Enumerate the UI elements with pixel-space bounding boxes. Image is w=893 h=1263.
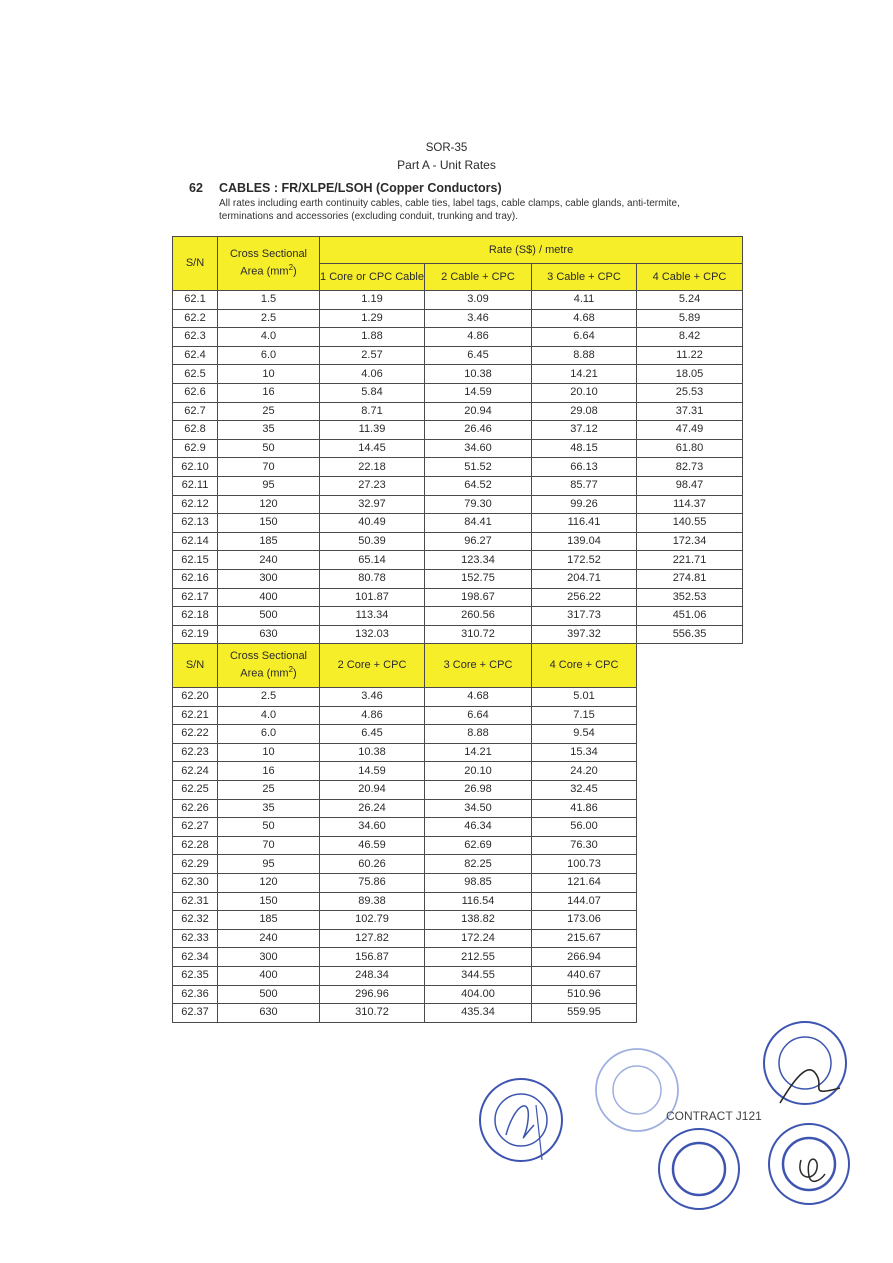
table-cell: 1.88 bbox=[320, 328, 425, 347]
table-cell: 26.24 bbox=[320, 799, 425, 818]
table-row bbox=[173, 929, 637, 948]
table-cell: 397.32 bbox=[532, 625, 637, 644]
table-cell: 120 bbox=[218, 495, 320, 514]
table-cell: 41.86 bbox=[532, 799, 637, 818]
table-cell: 14.45 bbox=[320, 439, 425, 458]
table-cell: 296.96 bbox=[320, 985, 425, 1004]
table-cell: 123.34 bbox=[425, 551, 532, 570]
table-row bbox=[173, 985, 637, 1004]
header-cross-sectional-area: Cross Sectional Area $(mm^2)$ bbox=[218, 644, 320, 688]
table-row bbox=[173, 532, 743, 551]
table-cell: 62.31 bbox=[173, 892, 218, 911]
table-cell: 50 bbox=[218, 818, 320, 837]
table-cell: 556.35 bbox=[637, 625, 743, 644]
table-cell: 62.25 bbox=[173, 780, 218, 799]
table-cell: 61.80 bbox=[637, 439, 743, 458]
table-cell: 11.39 bbox=[320, 421, 425, 440]
table-2-body bbox=[173, 688, 637, 1023]
table-cell: 64.52 bbox=[425, 476, 532, 495]
table-row bbox=[173, 780, 637, 799]
table-cell: 139.04 bbox=[532, 532, 637, 551]
table-row bbox=[173, 855, 637, 874]
table-cell: 62.26 bbox=[173, 799, 218, 818]
table-cell: 4.0 bbox=[218, 706, 320, 725]
table-row bbox=[173, 309, 743, 328]
table-cell: 22.18 bbox=[320, 458, 425, 477]
table-cell: 4.11 bbox=[532, 291, 637, 310]
table-cell: 630 bbox=[218, 625, 320, 644]
table-cell: 101.87 bbox=[320, 588, 425, 607]
table-cell: 440.67 bbox=[532, 966, 637, 985]
table-cell: 10.38 bbox=[320, 743, 425, 762]
table-cell: 266.94 bbox=[532, 948, 637, 967]
table-cell: 62.3 bbox=[173, 328, 218, 347]
table-cell: 62.8 bbox=[173, 421, 218, 440]
table-row bbox=[173, 346, 743, 365]
table-cell: 25.53 bbox=[637, 383, 743, 402]
table-cell: 113.34 bbox=[320, 607, 425, 626]
bnl-engineering-stamp-left bbox=[476, 1075, 566, 1165]
table-row bbox=[173, 607, 743, 626]
table-cell: 46.34 bbox=[425, 818, 532, 837]
lotte-engineering-stamp-right bbox=[765, 1120, 853, 1208]
table-row bbox=[173, 551, 743, 570]
part-title: Part A - Unit Rates bbox=[397, 158, 496, 172]
table-cell: 47.49 bbox=[637, 421, 743, 440]
table-row bbox=[173, 625, 743, 644]
table-cell: 98.47 bbox=[637, 476, 743, 495]
table-row bbox=[173, 495, 743, 514]
table-cell: 14.59 bbox=[320, 762, 425, 781]
table-cell: 3.09 bbox=[425, 291, 532, 310]
table-cell: 65.14 bbox=[320, 551, 425, 570]
table-cell: 2.5 bbox=[218, 688, 320, 707]
table-cell: 10 bbox=[218, 365, 320, 384]
table-cell: 150 bbox=[218, 892, 320, 911]
table-cell: 156.87 bbox=[320, 948, 425, 967]
table-row bbox=[173, 743, 637, 762]
table-cell: 26.98 bbox=[425, 780, 532, 799]
table-cell: 62.35 bbox=[173, 966, 218, 985]
table-cell: 172.24 bbox=[425, 929, 532, 948]
table-cell: 116.54 bbox=[425, 892, 532, 911]
table-cell: 62.18 bbox=[173, 607, 218, 626]
table-row bbox=[173, 328, 743, 347]
header-rate-per-metre: Rate (S$) / metre bbox=[320, 237, 743, 264]
table-row bbox=[173, 383, 743, 402]
table-cell: 100.73 bbox=[532, 855, 637, 874]
table-cell: 10 bbox=[218, 743, 320, 762]
table-cell: 40.49 bbox=[320, 514, 425, 533]
table-cell: 62.15 bbox=[173, 551, 218, 570]
table-cell: 152.75 bbox=[425, 569, 532, 588]
table-cell: 451.06 bbox=[637, 607, 743, 626]
table-cell: 14.21 bbox=[532, 365, 637, 384]
table-row bbox=[173, 706, 637, 725]
contract-number: CONTRACT J121 bbox=[666, 1109, 762, 1123]
table-cell: 32.45 bbox=[532, 780, 637, 799]
table-cell: 20.10 bbox=[532, 383, 637, 402]
table-cell: 9.54 bbox=[532, 725, 637, 744]
table-row bbox=[173, 588, 743, 607]
table-cell: 79.30 bbox=[425, 495, 532, 514]
table-cell: 26.46 bbox=[425, 421, 532, 440]
table-cell: 240 bbox=[218, 551, 320, 570]
table-row bbox=[173, 458, 743, 477]
table-cell: 4.68 bbox=[425, 688, 532, 707]
table-cell: 6.0 bbox=[218, 725, 320, 744]
table-cell: 10.38 bbox=[425, 365, 532, 384]
table-cell: 256.22 bbox=[532, 588, 637, 607]
table-cell: 127.82 bbox=[320, 929, 425, 948]
table-cell: 500 bbox=[218, 985, 320, 1004]
table-row bbox=[173, 291, 743, 310]
table-cell: 80.78 bbox=[320, 569, 425, 588]
table-row bbox=[173, 1004, 637, 1023]
cable-rates-table-2 bbox=[172, 643, 637, 1023]
table-cell: 114.37 bbox=[637, 495, 743, 514]
header-4-cable-cpc: 4 Cable + CPC bbox=[637, 264, 743, 291]
table-cell: 29.08 bbox=[532, 402, 637, 421]
table-cell: 50 bbox=[218, 439, 320, 458]
table-row bbox=[173, 948, 637, 967]
table-cell: 3.46 bbox=[320, 688, 425, 707]
table-cell: 50.39 bbox=[320, 532, 425, 551]
table-cell: 4.86 bbox=[320, 706, 425, 725]
table-cell: 62.2 bbox=[173, 309, 218, 328]
header-1-core-or-cpc: 1 Core or CPC Cable bbox=[320, 264, 425, 291]
table-cell: 32.97 bbox=[320, 495, 425, 514]
table-cell: 62.9 bbox=[173, 439, 218, 458]
table-cell: 62.34 bbox=[173, 948, 218, 967]
table-cell: 48.15 bbox=[532, 439, 637, 458]
table-cell: 1.29 bbox=[320, 309, 425, 328]
table-cell: 5.84 bbox=[320, 383, 425, 402]
table-cell: 6.45 bbox=[425, 346, 532, 365]
table-cell: 14.21 bbox=[425, 743, 532, 762]
table-cell: 62.6 bbox=[173, 383, 218, 402]
table-cell: 404.00 bbox=[425, 985, 532, 1004]
table-cell: 198.67 bbox=[425, 588, 532, 607]
table-cell: 18.05 bbox=[637, 365, 743, 384]
table-cell: 56.00 bbox=[532, 818, 637, 837]
table-cell: 75.86 bbox=[320, 873, 425, 892]
table-cell: 85.77 bbox=[532, 476, 637, 495]
table-cell: 35 bbox=[218, 799, 320, 818]
table-cell: 138.82 bbox=[425, 911, 532, 930]
table-cell: 185 bbox=[218, 911, 320, 930]
table-cell: 6.45 bbox=[320, 725, 425, 744]
table-cell: 62.28 bbox=[173, 836, 218, 855]
table-cell: 27.23 bbox=[320, 476, 425, 495]
table-cell: 89.38 bbox=[320, 892, 425, 911]
table-cell: 204.71 bbox=[532, 569, 637, 588]
table-cell: 8.88 bbox=[532, 346, 637, 365]
table-cell: 62.33 bbox=[173, 929, 218, 948]
table-cell: 34.60 bbox=[320, 818, 425, 837]
table-row bbox=[173, 402, 743, 421]
table-cell: 212.55 bbox=[425, 948, 532, 967]
table-cell: 6.64 bbox=[532, 328, 637, 347]
header-cross-sectional-area: Cross Sectional Area $(mm^2)$ bbox=[218, 237, 320, 291]
table-cell: 240 bbox=[218, 929, 320, 948]
table-cell: 300 bbox=[218, 569, 320, 588]
table-cell: 172.52 bbox=[532, 551, 637, 570]
table-cell: 173.06 bbox=[532, 911, 637, 930]
header-3-core-cpc: 3 Core + CPC bbox=[425, 644, 532, 688]
table-cell: 140.55 bbox=[637, 514, 743, 533]
table-cell: 248.34 bbox=[320, 966, 425, 985]
table-cell: 400 bbox=[218, 966, 320, 985]
table-cell: 62.27 bbox=[173, 818, 218, 837]
table-cell: 132.03 bbox=[320, 625, 425, 644]
table-cell: 99.26 bbox=[532, 495, 637, 514]
table-cell: 1.19 bbox=[320, 291, 425, 310]
table-cell: 62.22 bbox=[173, 725, 218, 744]
table-cell: 116.41 bbox=[532, 514, 637, 533]
table-cell: 510.96 bbox=[532, 985, 637, 1004]
header-4-core-cpc: 4 Core + CPC bbox=[532, 644, 637, 688]
table-row bbox=[173, 966, 637, 985]
table-cell: 62.11 bbox=[173, 476, 218, 495]
table-cell: 2.5 bbox=[218, 309, 320, 328]
table-cell: 95 bbox=[218, 476, 320, 495]
table-cell: 62.14 bbox=[173, 532, 218, 551]
table-row bbox=[173, 439, 743, 458]
table-cell: 185 bbox=[218, 532, 320, 551]
table-cell: 62.32 bbox=[173, 911, 218, 930]
table-row bbox=[173, 836, 637, 855]
table-cell: 66.13 bbox=[532, 458, 637, 477]
table-cell: 317.73 bbox=[532, 607, 637, 626]
table-row bbox=[173, 725, 637, 744]
table-cell: 46.59 bbox=[320, 836, 425, 855]
table-row bbox=[173, 911, 637, 930]
table-cell: 4.68 bbox=[532, 309, 637, 328]
table-cell: 215.67 bbox=[532, 929, 637, 948]
table-row bbox=[173, 762, 637, 781]
table-cell: 7.15 bbox=[532, 706, 637, 725]
table-cell: 2.57 bbox=[320, 346, 425, 365]
table-cell: 84.41 bbox=[425, 514, 532, 533]
table-cell: 121.64 bbox=[532, 873, 637, 892]
table-cell: 5.89 bbox=[637, 309, 743, 328]
section-title: CABLES : FR/XLPE/LSOH (Copper Conductors) bbox=[219, 181, 502, 195]
table-cell: 62.36 bbox=[173, 985, 218, 1004]
document-code: SOR-35 bbox=[425, 142, 468, 154]
table-cell: 62.23 bbox=[173, 743, 218, 762]
table-cell: 344.55 bbox=[425, 966, 532, 985]
table-cell: 559.95 bbox=[532, 1004, 637, 1023]
table-cell: 95 bbox=[218, 855, 320, 874]
table-cell: 62.10 bbox=[173, 458, 218, 477]
table-cell: 62.7 bbox=[173, 402, 218, 421]
table-cell: 96.27 bbox=[425, 532, 532, 551]
table-cell: 70 bbox=[218, 458, 320, 477]
table-cell: 5.24 bbox=[637, 291, 743, 310]
table-row bbox=[173, 818, 637, 837]
table-row bbox=[173, 873, 637, 892]
table-cell: 62.1 bbox=[173, 291, 218, 310]
section-number: 62 bbox=[189, 181, 203, 195]
table-cell: 435.34 bbox=[425, 1004, 532, 1023]
table-cell: 4.06 bbox=[320, 365, 425, 384]
table-cell: 4.0 bbox=[218, 328, 320, 347]
table-cell: 98.85 bbox=[425, 873, 532, 892]
table-cell: 62.37 bbox=[173, 1004, 218, 1023]
table-cell: 51.52 bbox=[425, 458, 532, 477]
table-row bbox=[173, 421, 743, 440]
header-sn: S/N bbox=[173, 644, 218, 688]
table-cell: 62.12 bbox=[173, 495, 218, 514]
table-cell: 6.64 bbox=[425, 706, 532, 725]
header-sn: S/N bbox=[173, 237, 218, 291]
table-cell: 400 bbox=[218, 588, 320, 607]
table-cell: 16 bbox=[218, 383, 320, 402]
table-row bbox=[173, 892, 637, 911]
table-cell: 16 bbox=[218, 762, 320, 781]
table-cell: 62.16 bbox=[173, 569, 218, 588]
table-cell: 1.5 bbox=[218, 291, 320, 310]
table-row bbox=[173, 514, 743, 533]
table-cell: 76.30 bbox=[532, 836, 637, 855]
table-cell: 8.42 bbox=[637, 328, 743, 347]
table-cell: 82.25 bbox=[425, 855, 532, 874]
table-cell: 34.60 bbox=[425, 439, 532, 458]
table-cell: 310.72 bbox=[320, 1004, 425, 1023]
table-cell: 62.20 bbox=[173, 688, 218, 707]
table-cell: 300 bbox=[218, 948, 320, 967]
header-2-cable-cpc: 2 Cable + CPC bbox=[425, 264, 532, 291]
table-cell: 260.56 bbox=[425, 607, 532, 626]
header-2-core-cpc: 2 Core + CPC bbox=[320, 644, 425, 688]
table-cell: 62.19 bbox=[173, 625, 218, 644]
table-cell: 62.21 bbox=[173, 706, 218, 725]
table-cell: 20.10 bbox=[425, 762, 532, 781]
table-row bbox=[173, 569, 743, 588]
table-cell: 37.12 bbox=[532, 421, 637, 440]
table-cell: 20.94 bbox=[320, 780, 425, 799]
table-cell: 60.26 bbox=[320, 855, 425, 874]
table-cell: 11.22 bbox=[637, 346, 743, 365]
table-cell: 150 bbox=[218, 514, 320, 533]
table-cell: 82.73 bbox=[637, 458, 743, 477]
table-cell: 62.30 bbox=[173, 873, 218, 892]
table-cell: 3.46 bbox=[425, 309, 532, 328]
table-cell: 62.13 bbox=[173, 514, 218, 533]
section-note: All rates including earth continuity cables, cable ties, label tags, cable clamps, cable glands, anti-termite, terminations and accessories (excluding conduit, trunking and tray). bbox=[219, 198, 680, 222]
table-cell: 34.50 bbox=[425, 799, 532, 818]
table-cell: 102.79 bbox=[320, 911, 425, 930]
table-cell: 14.59 bbox=[425, 383, 532, 402]
table-cell: 630 bbox=[218, 1004, 320, 1023]
table-cell: 70 bbox=[218, 836, 320, 855]
table-row bbox=[173, 688, 637, 707]
table-cell: 172.34 bbox=[637, 532, 743, 551]
table-cell: 352.53 bbox=[637, 588, 743, 607]
table-cell: 20.94 bbox=[425, 402, 532, 421]
table-row bbox=[173, 365, 743, 384]
table-cell: 4.86 bbox=[425, 328, 532, 347]
table-cell: 310.72 bbox=[425, 625, 532, 644]
table-cell: 62.17 bbox=[173, 588, 218, 607]
table-cell: 15.34 bbox=[532, 743, 637, 762]
table-cell: 35 bbox=[218, 421, 320, 440]
table-cell: 8.88 bbox=[425, 725, 532, 744]
table-cell: 37.31 bbox=[637, 402, 743, 421]
table-row bbox=[173, 476, 743, 495]
table-cell: 6.0 bbox=[218, 346, 320, 365]
table-cell: 62.5 bbox=[173, 365, 218, 384]
table-row bbox=[173, 799, 637, 818]
table-cell: 221.71 bbox=[637, 551, 743, 570]
table-cell: 274.81 bbox=[637, 569, 743, 588]
table-cell: 62.24 bbox=[173, 762, 218, 781]
header-3-cable-cpc: 3 Cable + CPC bbox=[532, 264, 637, 291]
table-cell: 144.07 bbox=[532, 892, 637, 911]
table-cell: 25 bbox=[218, 402, 320, 421]
table-cell: 62.29 bbox=[173, 855, 218, 874]
table-cell: 25 bbox=[218, 780, 320, 799]
cable-rates-table-1 bbox=[172, 236, 743, 644]
table-cell: 500 bbox=[218, 607, 320, 626]
lotte-engineering-stamp-left bbox=[655, 1125, 743, 1213]
table-cell: 5.01 bbox=[532, 688, 637, 707]
table-cell: 24.20 bbox=[532, 762, 637, 781]
table-cell: 8.71 bbox=[320, 402, 425, 421]
table-cell: 62.4 bbox=[173, 346, 218, 365]
table-cell: 62.69 bbox=[425, 836, 532, 855]
bnl-engineering-stamp-right bbox=[760, 1018, 850, 1108]
table-1-body bbox=[173, 291, 743, 644]
table-cell: 120 bbox=[218, 873, 320, 892]
